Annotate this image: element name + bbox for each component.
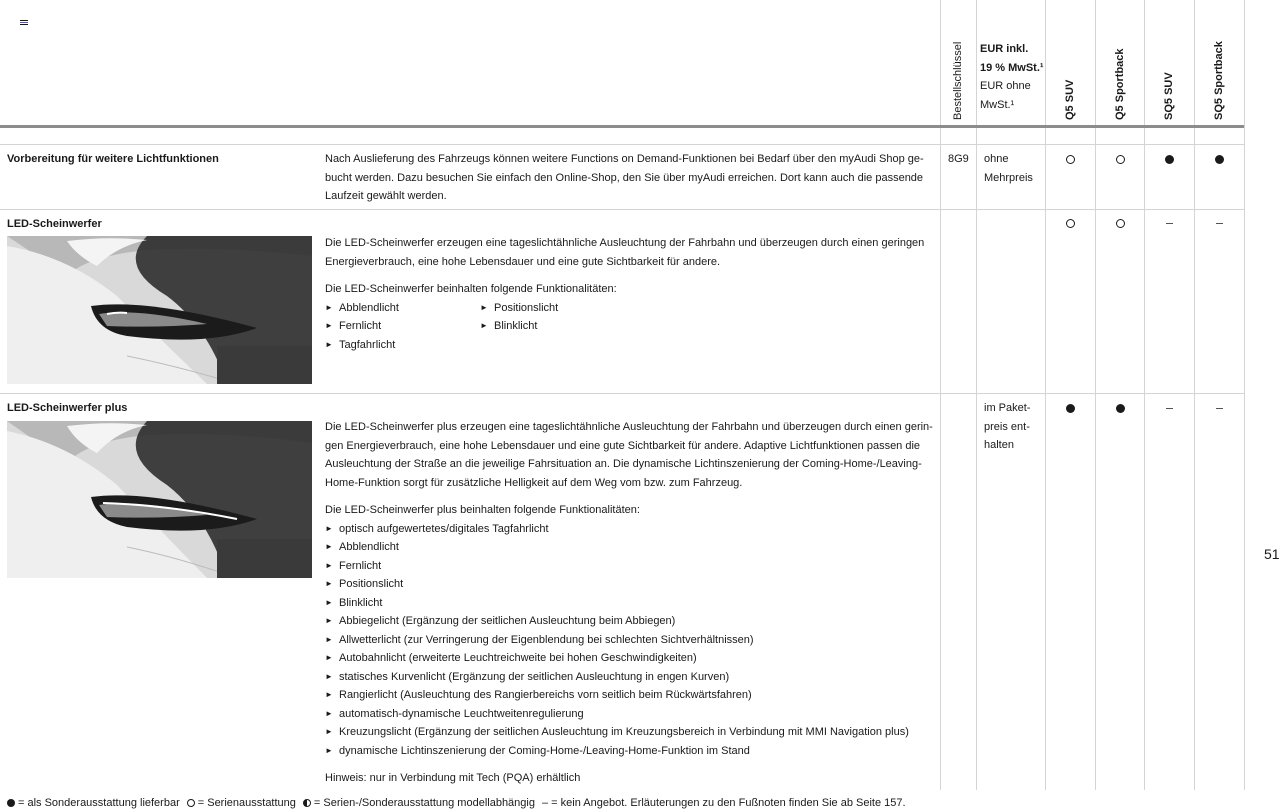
price-note [984,150,1042,187]
bullet-item: ► Tagfahrlicht [325,336,480,355]
desc-line: bucht werden. Dazu besuchen Sie einfach den Online-Shop, den Sie über myAudi erreichen. Dort kann auch die passende [325,171,924,184]
feature-description [325,234,935,354]
availability-standard-icon [1116,219,1125,228]
availability-optional-icon [1066,404,1075,413]
row-divider [0,209,1244,210]
column-header-order-key: Bestellschlüssel [952,41,964,120]
desc-line: Ausleuchtung der Straße an die jeweilige Fahrsituation an. Die dynamische Lichtinszenierung der Coming-Home-/Leaving- [325,458,922,470]
legend-optional: = als Sonderausstattung lieferbar [18,797,180,809]
price-note [984,399,1042,455]
headlight-photo [7,236,312,384]
bullet-item: ► Blinklicht [480,317,635,336]
column-header-model: SQ5 Sportback [1213,41,1225,120]
flag-icon [20,20,28,27]
desc-line: Home-Funktion sorgt für zusätzliche Helligkeit auf dem Weg vom bzw. zum Fahrzeug. [325,476,743,489]
headlight-photo [7,421,312,578]
legend-none: – = kein Angebot. Erläuterungen zu den Fußnoten finden Sie ab Seite 157. [541,797,906,809]
availability-none-icon [1166,408,1173,409]
legend [7,797,913,809]
bullet-item: ► automatisch-dynamische Leuchtweitenregulierung [325,705,935,724]
desc-line: gen Energieverbrauch, eine hohe Lebensdauer und eine gute Sichtbarkeit für andere. Adaptive Lichtfunktionen passen die [325,439,921,452]
column-header-price [980,40,1044,114]
desc-line: Die LED-Scheinwerfer erzeugen eine tageslichtähnliche Ausleuchtung der Fahrbahn und überzeugen durch einen geringen [325,237,925,249]
feature-title: Vorbereitung für weitere Lichtfunktionen [7,153,219,165]
grid-line [940,0,941,790]
column-header-model: Q5 SUV [1064,79,1076,120]
order-code: 8G9 [948,153,969,165]
feature-description [325,418,935,788]
bullet-item: ► Rangierlicht (Ausleuchtung des Rangierbereichs vorn seitlich beim Rückwärtsfahren) [325,686,935,705]
bullet-item: ► optisch aufgewertetes/digitales Tagfahrlicht [325,520,935,539]
list-intro: Die LED-Scheinwerfer beinhalten folgende Funktionalitäten: [325,283,617,295]
half-circle-icon [303,799,311,807]
feature-title: LED-Scheinwerfer [7,218,102,230]
bullet-item: ► statisches Kurvenlicht (Ergänzung der seitlichen Ausleuchtung in engen Kurven) [325,668,935,687]
bullet-item: ► dynamische Lichtinszenierung der Coming-Home-/Leaving-Home-Funktion im Stand [325,742,935,761]
grid-line [1095,0,1096,790]
grid-line [976,0,977,790]
bullet-item: ► Positionslicht [480,299,635,318]
availability-standard-icon [1066,219,1075,228]
desc-line: Nach Auslieferung des Fahrzeugs können weitere Functions on Demand-Funktionen bei Bedarf über den myAudi Shop ge- [325,153,924,165]
list-intro: Die LED-Scheinwerfer plus beinhalten folgende Funktionalitäten: [325,504,640,516]
availability-standard-icon [1066,155,1075,164]
price-line: halten [984,439,1014,451]
desc-line: Die LED-Scheinwerfer plus erzeugen eine tageslichtähnliche Ausleuchtung der Fahrbahn und überzeugen durch einen gerin- [325,421,933,433]
bullet-item: ► Abblendlicht [325,538,935,557]
row-divider [0,144,1244,145]
bullet-item: ► Abblendlicht [325,299,480,318]
legend-model-dependent: = Serien-/Sonderausstattung modellabhängig [313,797,535,809]
desc-line: Laufzeit gewählt werden. [325,190,447,202]
availability-none-icon [1216,408,1223,409]
bullet-item: ► Autobahnlicht (erweiterte Leuchtreichweite bei hohen Geschwindigkeiten) [325,649,935,668]
bullet-item: ► Allwetterlicht (zur Verringerung der Eigenblendung bei schlechten Sichtverhältnissen) [325,631,935,650]
filled-circle-icon [7,799,15,807]
price-excl-tax: MwSt.¹ [980,98,1015,111]
header-rule [0,125,1244,128]
bullet-item: ► Fernlicht [325,317,480,336]
legend-standard: = Serienausstattung [197,797,296,809]
desc-line: Energieverbrauch, eine hohe Lebensdauer und eine gute Sichtbarkeit für andere. [325,255,721,268]
bullet-item: ► Positionslicht [325,575,935,594]
column-header-model: SQ5 SUV [1163,72,1175,120]
bullet-item: ► Fernlicht [325,557,935,576]
availability-none-icon [1216,223,1223,224]
grid-line [1144,0,1145,790]
bullet-item: ► Kreuzungslicht (Ergänzung der seitlichen Ausleuchtung im Kreuzungsbereich in Verbindung mit MMI Navigation plus) [325,723,935,742]
availability-none-icon [1166,223,1173,224]
price-line: im Paket- [984,402,1031,414]
grid-line [1194,0,1195,790]
row-divider [0,393,1244,394]
price-excl-label: EUR ohne [980,80,1031,92]
open-circle-icon [187,799,195,807]
availability-optional-icon [1165,155,1174,164]
bullet-item: ► Blinklicht [325,594,935,613]
note-text: Hinweis: nur in Verbindung mit Tech (PQA) erhältlich [325,772,581,784]
price-incl-label: EUR inkl. [980,43,1029,55]
availability-standard-icon [1116,155,1125,164]
grid-line [1045,0,1046,790]
price-incl-tax: 19 % MwSt.¹ [980,61,1044,74]
price-line: ohne [984,153,1009,165]
bullet-item: ► Abbiegelicht (Ergänzung der seitlichen Ausleuchtung beim Abbiegen) [325,612,935,631]
feature-title: LED-Scheinwerfer plus [7,402,128,414]
availability-optional-icon [1116,404,1125,413]
column-header-model: Q5 Sportback [1114,48,1126,120]
availability-optional-icon [1215,155,1224,164]
price-line: preis ent- [984,420,1030,433]
page-number: 51 [1264,546,1280,562]
price-line: Mehrpreis [984,171,1033,184]
grid-line [1244,0,1245,790]
feature-description [325,150,935,206]
